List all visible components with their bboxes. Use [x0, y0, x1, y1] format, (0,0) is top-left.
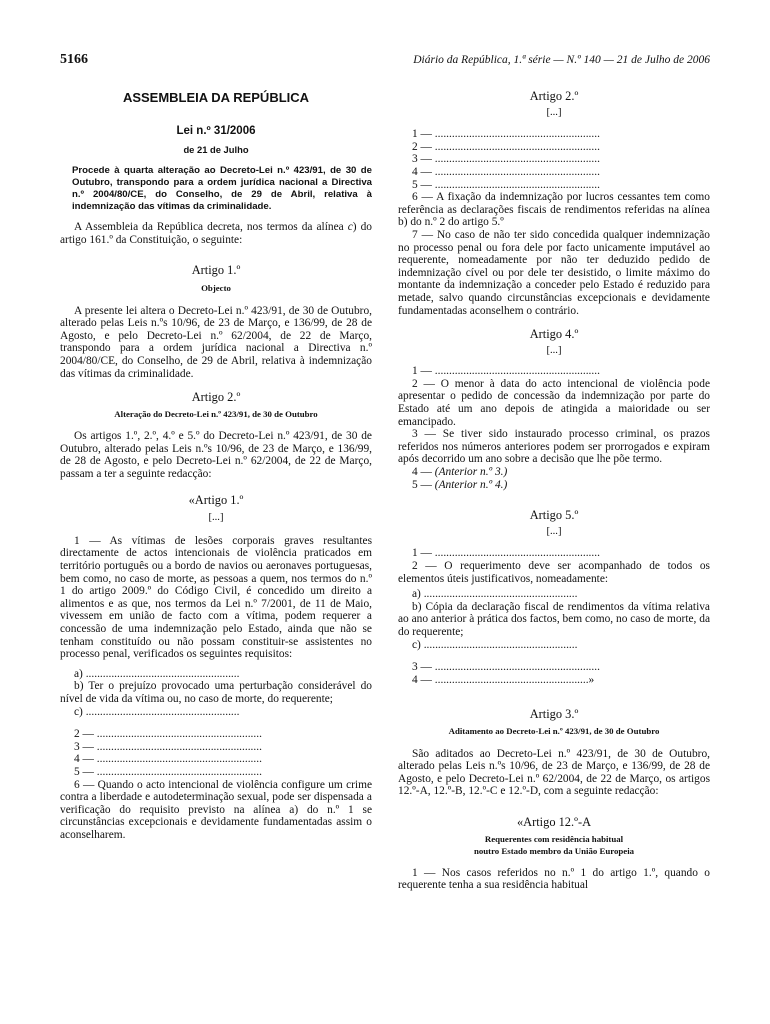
- numbered-paragraph: 7 — No caso de não ter sido concedida qualquer indemnização no processo penal ou fora dele por facto unicamente imputável ao requerente, nomeadamente por não ter deduzido pedido de indemnização cível ou por dele ter desistido, o limite máximo do montante da indemnização a conceder pelo Estado é reduzido para metade, salvo quando circunstâncias excepcionais e devidamente fundamentadas aconselhem o contrário.: [398, 228, 710, 317]
- omitted-line: a) ......................................................: [412, 588, 578, 601]
- omitted-line: 1 — ..........................................................: [412, 547, 600, 560]
- omitted-line: c) ......................................................: [412, 638, 578, 651]
- law-summary: Procede à quarta alteração ao Decreto-Lei n.º 423/91, de 30 de Outubro, transpondo para a ordem jurídica nacional a Directiva n.º 2004/80/CE, do Conselho, de 29 de Abril, relativa à indemnização das vítimas da criminalidade.: [72, 164, 372, 213]
- article-subtitle: Aditamento ao Decreto-Lei n.º 423/91, de 30 de Outubro: [448, 725, 660, 736]
- numbered-paragraph: b) Cópia da declaração fiscal de rendimentos da vítima relativa ao ano anterior à prática dos factos, bem como, no caso de morte, da do requerente;: [398, 600, 710, 638]
- article-heading: Artigo 2.º: [529, 89, 579, 103]
- omitted-line: 3 — ..........................................................: [412, 661, 600, 674]
- omitted-line: 5 — ..........................................................: [74, 765, 262, 778]
- article-heading: Artigo 1.º: [191, 263, 241, 278]
- omitted-line: 4 — ......................................................»: [412, 673, 595, 686]
- article-paragraph: A presente lei altera o Decreto-Lei n.º 423/91, de 30 de Outubro, alterado pelas Leis n.ºs 10/96, de 23 de Março, e 136/99, de 28 de Agosto, e pelo Decreto-Lei n.º 62/2004, de 22 de Março, transpondo para a ordem jurídica nacional a Directiva n.º 2004/80/CE, do Conselho, de 29 de Abril, relativa à indemnização das vítimas da criminalidade.: [60, 304, 372, 380]
- numbered-paragraph: 5 — (Anterior n.º 4.): [412, 478, 508, 491]
- running-head: Diário da República, 1.ª série — N.º 140 — 21 de Julho de 2006: [413, 54, 710, 66]
- omitted-line: 2 — ..........................................................: [412, 140, 600, 153]
- intro-paragraph: A Assembleia da República decreta, nos termos da alínea c) do artigo 161.º da Constituição, o seguinte:: [60, 221, 372, 246]
- omitted-line: 3 — ..........................................................: [74, 740, 262, 753]
- ellipsis-marker: [...]: [546, 106, 562, 118]
- numbered-paragraph: 1 — As vítimas de lesões corporais graves resultantes directamente de actos intencionais de violência praticados em território português ou a bordo de navios ou aeronaves portuguesas, bem como, no caso de morte, as pessoas a quem, nos termos do n.º 1 do artigo 2009.º do Código Civil, é concedido um direito a alimentos e as que, nos termos da Lei n.º 7/2001, de 11 de Maio, vivessem em união de facto com a vítima, podem requerer a concessão de uma indemnização pelo Estado, ainda que não se tenham constituído ou não possam constituir-se assistentes no processo penal, verificados os seguintes requisitos:: [60, 534, 372, 661]
- omitted-line: 1 — ..........................................................: [412, 365, 600, 378]
- article-heading: Artigo 5.º: [529, 508, 579, 523]
- numbered-paragraph: 2 — O menor à data do acto intencional de violência pode apresentar o pedido de concessão da indemnização por parte do Estado até um ano depois de atingida a maioridade ou ser emancipado.: [398, 377, 710, 428]
- article-subtitle: noutro Estado membro da União Europeia: [473, 846, 635, 857]
- article-paragraph: São aditados ao Decreto-Lei n.º 423/91, de 30 de Outubro, alterado pelas Leis n.ºs 10/96, de 23 de Março, e 136/99, de 28 de Agosto, e pelo Decreto-Lei n.º 62/2004, de 22 de Março, os artigos 12.º-A, 12.º-B, 12.º-C e 12.º-D, com a seguinte redacção:: [398, 747, 710, 798]
- institution-heading: ASSEMBLEIA DA REPÚBLICA: [122, 90, 310, 105]
- article-heading: Artigo 2.º: [191, 390, 241, 405]
- omitted-line: a) ......................................................: [74, 667, 240, 680]
- law-date: de 21 de Julho: [183, 144, 249, 156]
- numbered-paragraph: 4 — (Anterior n.º 3.): [412, 466, 508, 479]
- page-header: [60, 54, 710, 70]
- omitted-line: 2 — ..........................................................: [74, 728, 262, 741]
- article-heading: Artigo 3.º: [529, 707, 579, 722]
- numbered-paragraph: 1 — Nos casos referidos no n.º 1 do artigo 1.º, quando o requerente tenha a sua residência habitual: [398, 866, 710, 892]
- page-number: 5166: [60, 52, 88, 67]
- left-column: [60, 90, 372, 842]
- omitted-line: 1 — ..........................................................: [412, 128, 600, 141]
- omitted-line: c) ......................................................: [74, 705, 240, 718]
- article-subtitle: Requerentes com residência habitual: [484, 833, 624, 844]
- numbered-paragraph: 2 — O requerimento deve ser acompanhado de todos os elementos úteis justificativos, nomeadamente:: [398, 560, 710, 585]
- quoted-article-heading: «Artigo 12.º-A: [516, 814, 592, 829]
- numbered-paragraph: 6 — Quando o acto intencional de violência configure um crime contra a liberdade e autodeterminação sexual, pode ser dispensada a verificação do requisito previsto na alínea a) do n.º 1 se circunstâncias excepcionais e devidamente fundamentadas assim o aconselharem.: [60, 778, 372, 841]
- ellipsis-marker: [...]: [546, 344, 562, 356]
- article-heading: Artigo 4.º: [529, 327, 579, 342]
- article-paragraph: Os artigos 1.º, 2.º, 4.º e 5.º do Decreto-Lei n.º 423/91, de 30 de Outubro, alterado pelas Leis n.ºs 10/96, de 23 de Março, e 136/99, de 28 de Agosto, e pelo Decreto-Lei n.º 62/2004, de 22 de Março, passam a ter a seguinte redacção:: [60, 430, 372, 481]
- omitted-line: 4 — ..........................................................: [412, 165, 600, 178]
- numbered-paragraph: 6 — A fixação da indemnização por lucros cessantes tem como referência as declarações fiscais de rendimentos referidas na alínea b) do n.º 2 do artigo 5.º: [398, 191, 710, 229]
- omitted-line: 4 — ..........................................................: [74, 753, 262, 766]
- quoted-article-heading: «Artigo 1.º: [188, 492, 244, 507]
- omitted-line: 3 — ..........................................................: [412, 153, 600, 166]
- law-title: Lei n.º 31/2006: [176, 124, 256, 137]
- article-subtitle: Alteração do Decreto-Lei n.º 423/91, de 30 de Outubro: [114, 408, 318, 419]
- right-column: [398, 90, 710, 892]
- article-subtitle: Objecto: [201, 282, 231, 293]
- numbered-paragraph: 3 — Se tiver sido instaurado processo criminal, os prazos referidos nos números anteriores podem ser prorrogados e expiram após decorrido um ano sobre a decisão que lhe põe termo.: [398, 428, 710, 466]
- omitted-line: 5 — ..........................................................: [412, 178, 600, 191]
- numbered-paragraph: b) Ter o prejuízo provocado uma perturbação considerável do nível de vida da vítima ou, no caso de morte, do requerente;: [60, 680, 372, 705]
- ellipsis-marker: [...]: [208, 512, 224, 524]
- ellipsis-marker: [...]: [546, 525, 562, 537]
